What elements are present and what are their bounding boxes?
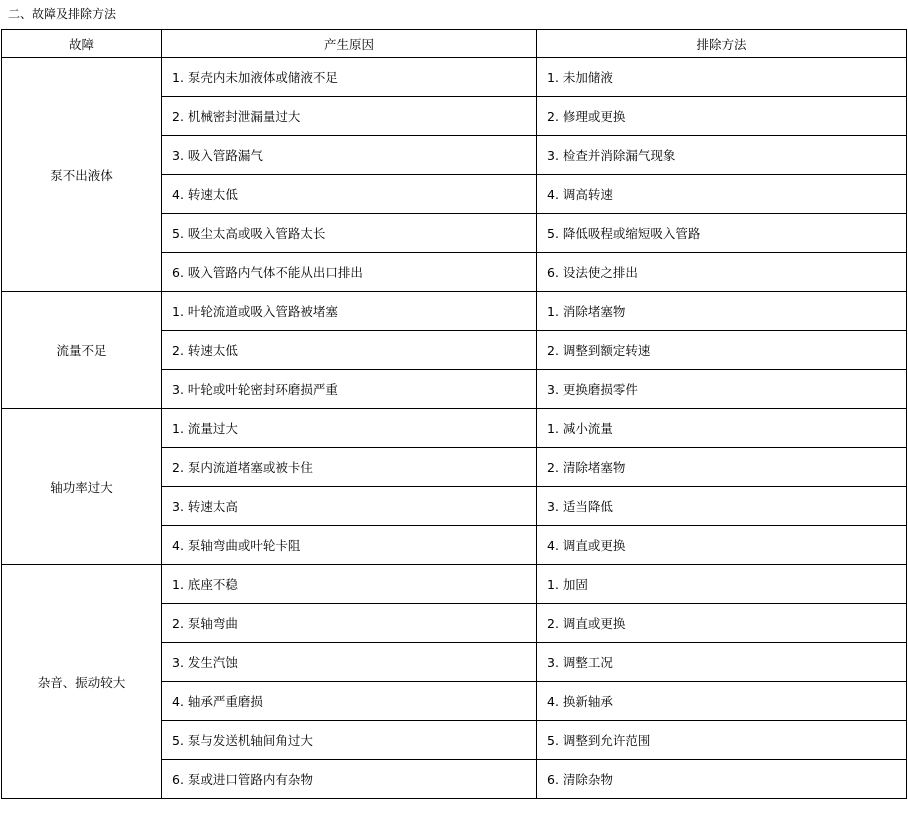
fix-text: 5. 降低吸程或缩短吸入管路 xyxy=(547,226,701,241)
fix-cell xyxy=(537,526,907,565)
fix-cell xyxy=(537,448,907,487)
cause-cell xyxy=(162,604,537,643)
fix-cell xyxy=(537,409,907,448)
fix-text: 4. 调高转速 xyxy=(547,187,613,202)
cause-text: 3. 发生汽蚀 xyxy=(172,655,238,670)
cause-text: 2. 泵内流道堵塞或被卡住 xyxy=(172,460,313,475)
fix-text: 6. 设法使之排出 xyxy=(547,265,638,280)
table-row xyxy=(2,565,907,604)
fault-name-cell: 轴功率过大 xyxy=(2,409,162,565)
cause-text: 5. 泵与发送机轴间角过大 xyxy=(172,733,313,748)
fix-cell xyxy=(537,331,907,370)
cause-text: 6. 泵或进口管路内有杂物 xyxy=(172,772,313,787)
cause-cell xyxy=(162,487,537,526)
fix-text: 4. 调直或更换 xyxy=(547,538,626,553)
fix-cell xyxy=(537,175,907,214)
fix-text: 2. 修理或更换 xyxy=(547,109,626,124)
cause-cell xyxy=(162,565,537,604)
fix-text: 2. 清除堵塞物 xyxy=(547,460,626,475)
fault-troubleshooting-table xyxy=(1,29,907,799)
cause-cell xyxy=(162,175,537,214)
cause-text: 2. 转速太低 xyxy=(172,343,238,358)
cause-cell xyxy=(162,97,537,136)
cause-text: 5. 吸尘太高或吸入管路太长 xyxy=(172,226,326,241)
column-header-cause: 产生原因 xyxy=(162,30,537,58)
cause-cell xyxy=(162,526,537,565)
cause-cell xyxy=(162,760,537,799)
cause-text: 4. 泵轴弯曲或叶轮卡阻 xyxy=(172,538,301,553)
fix-cell xyxy=(537,565,907,604)
cause-text: 4. 轴承严重磨损 xyxy=(172,694,263,709)
fix-text: 6. 清除杂物 xyxy=(547,772,613,787)
table-header xyxy=(2,30,907,58)
section-heading: 二、故障及排除方法 xyxy=(8,7,117,21)
cause-text: 1. 叶轮流道或吸入管路被堵塞 xyxy=(172,304,338,319)
cause-text: 2. 泵轴弯曲 xyxy=(172,616,238,631)
fix-cell xyxy=(537,760,907,799)
fault-name-cell: 流量不足 xyxy=(2,292,162,409)
fix-cell xyxy=(537,721,907,760)
fix-cell xyxy=(537,136,907,175)
fix-text: 2. 调整到额定转速 xyxy=(547,343,651,358)
cause-text: 6. 吸入管路内气体不能从出口排出 xyxy=(172,265,363,280)
fault-name-cell: 杂音、振动较大 xyxy=(2,565,162,799)
cause-text: 1. 泵壳内未加液体或储液不足 xyxy=(172,70,338,85)
fix-text: 4. 换新轴承 xyxy=(547,694,613,709)
cause-text: 1. 流量过大 xyxy=(172,421,238,436)
table-row xyxy=(2,58,907,97)
cause-text: 3. 吸入管路漏气 xyxy=(172,148,263,163)
cause-cell xyxy=(162,253,537,292)
fix-text: 1. 未加储液 xyxy=(547,70,613,85)
table-row xyxy=(2,292,907,331)
fix-text: 3. 更换磨损零件 xyxy=(547,382,638,397)
fix-cell xyxy=(537,682,907,721)
cause-text: 3. 叶轮或叶轮密封环磨损严重 xyxy=(172,382,338,397)
fix-text: 1. 减小流量 xyxy=(547,421,613,436)
fix-cell xyxy=(537,370,907,409)
table-row xyxy=(2,409,907,448)
table-body xyxy=(2,58,907,799)
cause-text: 4. 转速太低 xyxy=(172,187,238,202)
fix-text: 5. 调整到允许范围 xyxy=(547,733,651,748)
cause-cell xyxy=(162,58,537,97)
fix-cell xyxy=(537,487,907,526)
fix-text: 3. 检查并消除漏气现象 xyxy=(547,148,676,163)
cause-cell xyxy=(162,448,537,487)
fix-cell xyxy=(537,253,907,292)
table-header-row xyxy=(2,30,907,58)
column-header-fault: 故障 xyxy=(2,30,162,58)
fix-text: 2. 调直或更换 xyxy=(547,616,626,631)
cause-cell xyxy=(162,370,537,409)
cause-text: 1. 底座不稳 xyxy=(172,577,238,592)
fault-name-cell: 泵不出液体 xyxy=(2,58,162,292)
cause-cell xyxy=(162,214,537,253)
cause-text: 3. 转速太高 xyxy=(172,499,238,514)
fix-cell xyxy=(537,214,907,253)
cause-text: 2. 机械密封泄漏量过大 xyxy=(172,109,301,124)
fix-cell xyxy=(537,604,907,643)
cause-cell xyxy=(162,409,537,448)
column-header-fix: 排除方法 xyxy=(537,30,907,58)
cause-cell xyxy=(162,292,537,331)
fix-text: 3. 适当降低 xyxy=(547,499,613,514)
cause-cell xyxy=(162,643,537,682)
fix-cell xyxy=(537,97,907,136)
fix-text: 1. 加固 xyxy=(547,577,588,592)
fix-cell xyxy=(537,292,907,331)
fix-cell xyxy=(537,58,907,97)
fix-cell xyxy=(537,643,907,682)
fix-text: 3. 调整工况 xyxy=(547,655,613,670)
cause-cell xyxy=(162,136,537,175)
fix-text: 1. 消除堵塞物 xyxy=(547,304,626,319)
cause-cell xyxy=(162,721,537,760)
cause-cell xyxy=(162,682,537,721)
cause-cell xyxy=(162,331,537,370)
